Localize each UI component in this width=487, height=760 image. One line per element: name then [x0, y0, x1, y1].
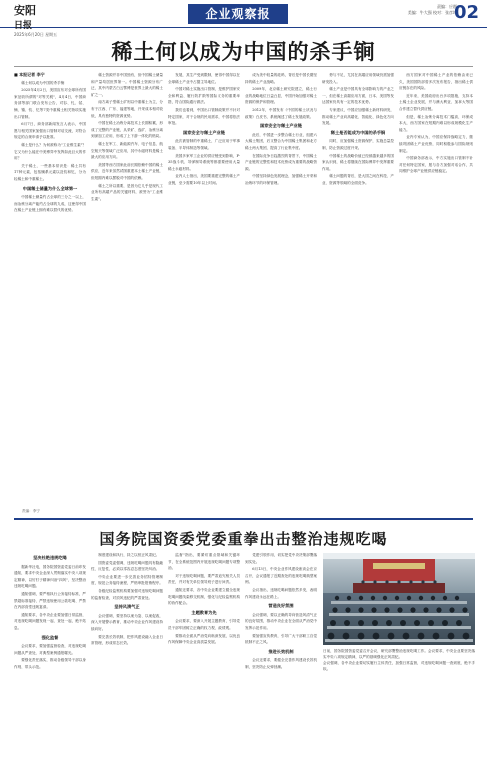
article2-column-1 — [14, 552, 86, 754]
paragraph: 此次被管制的中重稀土，广泛应用于军事装备、半导体制造等领域。 — [168, 139, 240, 150]
page-credits: 责编：应群 美编：牛大强 校对：张彦坤 — [407, 4, 457, 15]
article2-column-2 — [91, 552, 163, 754]
paragraph: 要加强宣传教育，引导广大干部职工自觉抵制不正之风。 — [245, 633, 317, 645]
paragraph: 南方离子型稀土矿则以中重稀土为主，分布于江西、广东、福建等地，开采成本相对较低，具有独特的资源优势。 — [91, 100, 163, 118]
paragraph: 中国稀土储量约占全球的三分之一以上，而冶炼分离产能约占全球的九成，这使得中国在稀土产业链上拥有难以替代的优势。 — [14, 195, 86, 213]
paragraph: 会议指出，违规吃喝问题依然多发，表明作风建设永远在路上。 — [245, 587, 317, 599]
masthead — [0, 0, 487, 37]
subheading: 强化监督 — [41, 634, 59, 640]
paragraph: 通知要求，各中央企业要加强日常监督，对违规吃喝问题发现一起、查处一起，绝不姑息。 — [14, 612, 86, 630]
paragraph: 会议要求，要加强监督检查，对违规吃喝问题从严查处，对典型案例通报曝光。 — [14, 644, 86, 655]
paragraph: 势与不足，尤其在高端应用领域仍需加强研发投入。 — [322, 73, 394, 84]
paragraph: 稀土资源并非中国独有，但中国稀土储量和产量均居世界第一。中国稀土资源分布广泛，其中内蒙古白云鄂博是世界上最大的稀土矿之一。 — [91, 73, 163, 97]
paragraph: 监督"指出，要紧盯重点领域和关键环节，在全系统范围内开展违规吃喝问题专项整治。 — [168, 553, 240, 571]
paragraph: 会议强调，要以正确的导向营造风清气正的良好氛围，推动中央企业在全面从严治党中发挥示范作用。 — [245, 612, 317, 630]
paragraph: 中国在稀土冶炼分离技术上长期积累，形成了完整的产业链，从采矿、选矿、冶炼分离到深加工应用，形成了上下游一体化的格局。 — [91, 121, 163, 139]
article1-column-4 — [245, 72, 317, 504]
paragraph: 近年来，美国政府出台多项措施，支持本土稀土企业发展，并与澳大利亚、加拿大等国合作建立替代供应链。 — [399, 93, 473, 111]
subheading: 坚决杜绝违规吃喝 — [33, 555, 67, 560]
meeting-photo — [323, 553, 475, 645]
paragraph: 要强化责任落实，推动各级领导干部以身作则、带头示范。 — [14, 658, 86, 669]
article2-column-3 — [168, 552, 240, 754]
subheading: 营造良好氛围 — [268, 603, 294, 609]
paragraph: 要推动全面从严治党向纵深发展，以优良作风保障中央企业高质量发展。 — [168, 633, 240, 645]
article1-column-1 — [14, 72, 86, 504]
paragraph: 会议强调，要坚持以案为鉴、以案促改，深入开展警示教育，推动中央企业作风建设持续向好。 — [91, 613, 163, 631]
subheading: 推进长效机制 — [268, 648, 294, 654]
paragraph: 中国对稀土实施出口管制，是维护国家安全和利益、履行防扩散等国际义务的重要举措，符合国际通行做法。 — [168, 87, 240, 105]
paragraph: 关于稀土，一些基本常识是：稀土共有17种元素，包括镧系元素以及钪和钇，分为轻稀土和中重稀土。 — [14, 163, 86, 181]
subheading: 中国稀土储量为什么全球第一 — [22, 185, 78, 191]
paragraph: 稀土在军工、新能源汽车、电子信息、航空航天等领域广泛应用，其中永磁材料是稀土最大的应用方向。 — [91, 141, 163, 160]
article1-column-2 — [91, 72, 163, 504]
paragraph: 美国多家军工企业的供应链受到影响，F-35战斗机、导弹制导系统等都需要使用大量稀土永磁材料。 — [168, 153, 240, 171]
conference-hall-image — [323, 553, 475, 645]
paragraph: 2012年，中国发布《中国的稀土状况与政策》白皮书，系统阐述了稀土发展政策。 — [245, 107, 317, 119]
paragraph: 成为美中较量的砝码，背后是中国长期坚持的稀土产业战略。 — [245, 73, 317, 84]
subheading: 国家安全与稀土产业链 — [183, 129, 225, 135]
paragraph: 业内专家认为，中国应保持战略定力，继续巩固稀土产业优势，同时积极参与国际规则制定。 — [399, 135, 473, 153]
page-number: 02 — [453, 2, 479, 23]
section-title: 企业观察报 — [188, 4, 288, 24]
paragraph: 2009年，北京稀土研究院建立，稀土行业的战略地位日益凸显，中国开始加强对稀土资源的保护和管理。 — [245, 87, 317, 105]
paragraph: 专家建议，中国应加强稀土新材料研发，推动稀土产业向高端化、智能化、绿色化方向发展。 — [322, 107, 394, 126]
editor-note: 责编：李宁 — [22, 509, 40, 513]
article1-column-5 — [322, 72, 394, 504]
paragraph: 通知强调，要严格执行公务接待标准，严禁超标准接待、严禁违规使用公款吃喝、严禁在内部食堂违规宴请。 — [14, 591, 86, 610]
paragraph: 党建引领作用，切实把党中央决策部署落到实处。 — [245, 553, 317, 564]
article1-column-3 — [168, 72, 240, 504]
paragraph: 会议还要求，要健全完善作风建设长效机制，坚决防止反弹回潮。 — [245, 658, 317, 669]
paragraph: 中国稀土的战略价值已经被越来越多的国家认识到，稀土将继续在国际博弈中发挥重要作用。 — [322, 153, 394, 171]
headline-rule — [14, 66, 473, 67]
paragraph: 稀土之所以重要，是因为它几乎是现代工业所有高端产品的关键材料，被誉为"工业维生素"。 — [91, 183, 163, 201]
paragraph: 我们也看到，中国出口管制政策并不针对特定国家，对于合规的民用需求，中国将依法审批。 — [168, 107, 240, 126]
paragraph: 但是，稀土冶炼分离技术门槛高，环保成本大，西方国家在短期内难以形成规模化生产能力。 — [399, 114, 473, 132]
paper-name-block — [14, 2, 57, 38]
main-headline: 稀土何以成为中国的杀手锏 — [111, 40, 376, 64]
subheading: 主题教育为先 — [191, 609, 217, 615]
paragraph: 会议要求，要深入开展主题教育，引导党员干部牢固树立正确的权力观、政绩观。 — [168, 619, 240, 630]
subheading: 稀土是否能成为中国的杀手锏 — [330, 129, 386, 135]
paragraph: 6月13日，中央企业作风建设座谈会在京召开，会议通报了近期查处的违规吃喝典型案例。 — [245, 567, 317, 585]
paragraph: 西方国家对中国稀土产业的依赖由来已久，美国国防部曾多次发布报告，指出稀土供应链存在的风险。 — [399, 73, 473, 91]
paragraph: 国资委党委强调，违规吃喝问题具有隐蔽性、反复性，必须以零容忍态度坚决纠治。 — [91, 560, 163, 572]
paragraph: 2025年4月2日，美国宣布对全球所有国家征收所谓的"对等关税"，4月4日，中国商务部等部门联合发布公告，对钐、钆、铽、镝、镥、钪、钇等7类中重稀土相关物项实施出口管制。 — [14, 88, 86, 119]
paragraph: 要完善长效机制，把作风建设融入企业日常管理，形成常态长效。 — [91, 634, 163, 646]
paragraph: 同时，应加强稀土资源保护，实施总量控制，防止资源过度开采。 — [322, 139, 394, 150]
paragraph: 美国等西方国家此前长期依赖中国的稀土供应，近年来虽然试图重建本土稀土产业链，但短期内难以摆脱对中国的依赖。 — [91, 162, 163, 180]
paragraph: 稀土产业是中国具有全球影响力的产业之一，但在稀土高端应用方面，日本、美国等发达国家仍具有一定的技术优势。 — [322, 87, 394, 105]
section-divider — [14, 518, 473, 520]
issue-date: 2025年6月20日 星期五 — [14, 32, 58, 37]
paragraph: 稀土何以成为中国的杀手锏 — [21, 80, 65, 85]
paragraph: 在国际竞争日趋激烈的背景下，中国稀土产业链的完整性和技术优势成为重要的战略资源。 — [245, 153, 317, 171]
article1-column-6 — [399, 72, 473, 504]
second-headline: 国务院国资委党委重拳出击整治违规吃喝 — [99, 530, 388, 548]
paragraph: 中国商务部表示，中方实施出口管制不针对任何特定国家，愿与各方加强对话合作，共同维护全球产业链供应链稳定。 — [399, 156, 473, 174]
article2-column-4 — [245, 552, 317, 754]
paragraph: 稀土是什么？为何被称为"工业维生素"？它又为什么能在中美博弈中发挥如此巨大的作用？ — [14, 142, 86, 161]
photo-caption: 日前，国务院国资委党委召开会议，研究部署整治违规吃喝工作。会议要求，中央企业要坚决落实中央八项规定精神，以严的基调强化正风肃纪。 会议强调，各中央企业要切实履行主体责任，加强日常监督，对违规吃喝问题一查到底，绝不手软。 — [323, 649, 475, 671]
paragraph: 稀土问题的背后，是大国之间在科技、产业、资源等领域的全面竞争。 — [322, 174, 394, 185]
paragraph: 此后，中国进一步整合稀土行业，组建六大稀土集团，后又整合为中国稀土集团和北方稀土两大集团，提高了行业集中度。 — [245, 132, 317, 150]
paragraph: 中央企业要进一步完善业务招待管理制度，规范公务接待流程，严格审批报销程序。 — [91, 574, 163, 586]
paragraph: 通知还要求，各中央企业要建立健全违规吃喝问题线索移交机制，强化与纪检监察机构的协作配合。 — [168, 587, 240, 606]
paragraph: 对于违规吃喝问题，要严肃追究相关人员责任，并对有关单位领导班子进行问责。 — [168, 573, 240, 585]
paragraph: 据新华社电，国务院国资委党委日前印发通知，要求中央企业深入贯彻落实中央八项规定精神，以钉钉子精神纠治"四风"，坚决整治违规吃喝问题。 — [14, 564, 86, 589]
subheading: 坚持风清气正 — [114, 604, 140, 610]
paragraph: 业内人士指出，美国要重建完整的稀土产业链，至少需要10年以上时间。 — [168, 174, 240, 185]
paragraph: 中国坚持绿色发展理念，加强稀土开采和冶炼环节的环保管理。 — [245, 174, 317, 185]
paper-name: 安阳 日报 — [14, 4, 36, 31]
paragraph: 制度建设和执行，持之以恒正风肃纪。 — [98, 553, 160, 557]
paragraph: 发展，其生产受到限制，使得中国得以在全球稀土产业中占据主导地位。 — [168, 73, 240, 84]
byline: ■ 本报记者 李宁 — [14, 72, 45, 77]
subheading: 国家安全与稀土产业链 — [260, 123, 302, 129]
paragraph: 6月7日，商务部新闻发言人表示，中国愿与相关国家加强出口管制对话交流，对符合规定的合规申请予以批准。 — [14, 122, 86, 140]
paragraph: 各级纪检监察机构要加强对违规吃喝问题的监督检查，对顶风违纪的严肃查处。 — [91, 588, 163, 600]
